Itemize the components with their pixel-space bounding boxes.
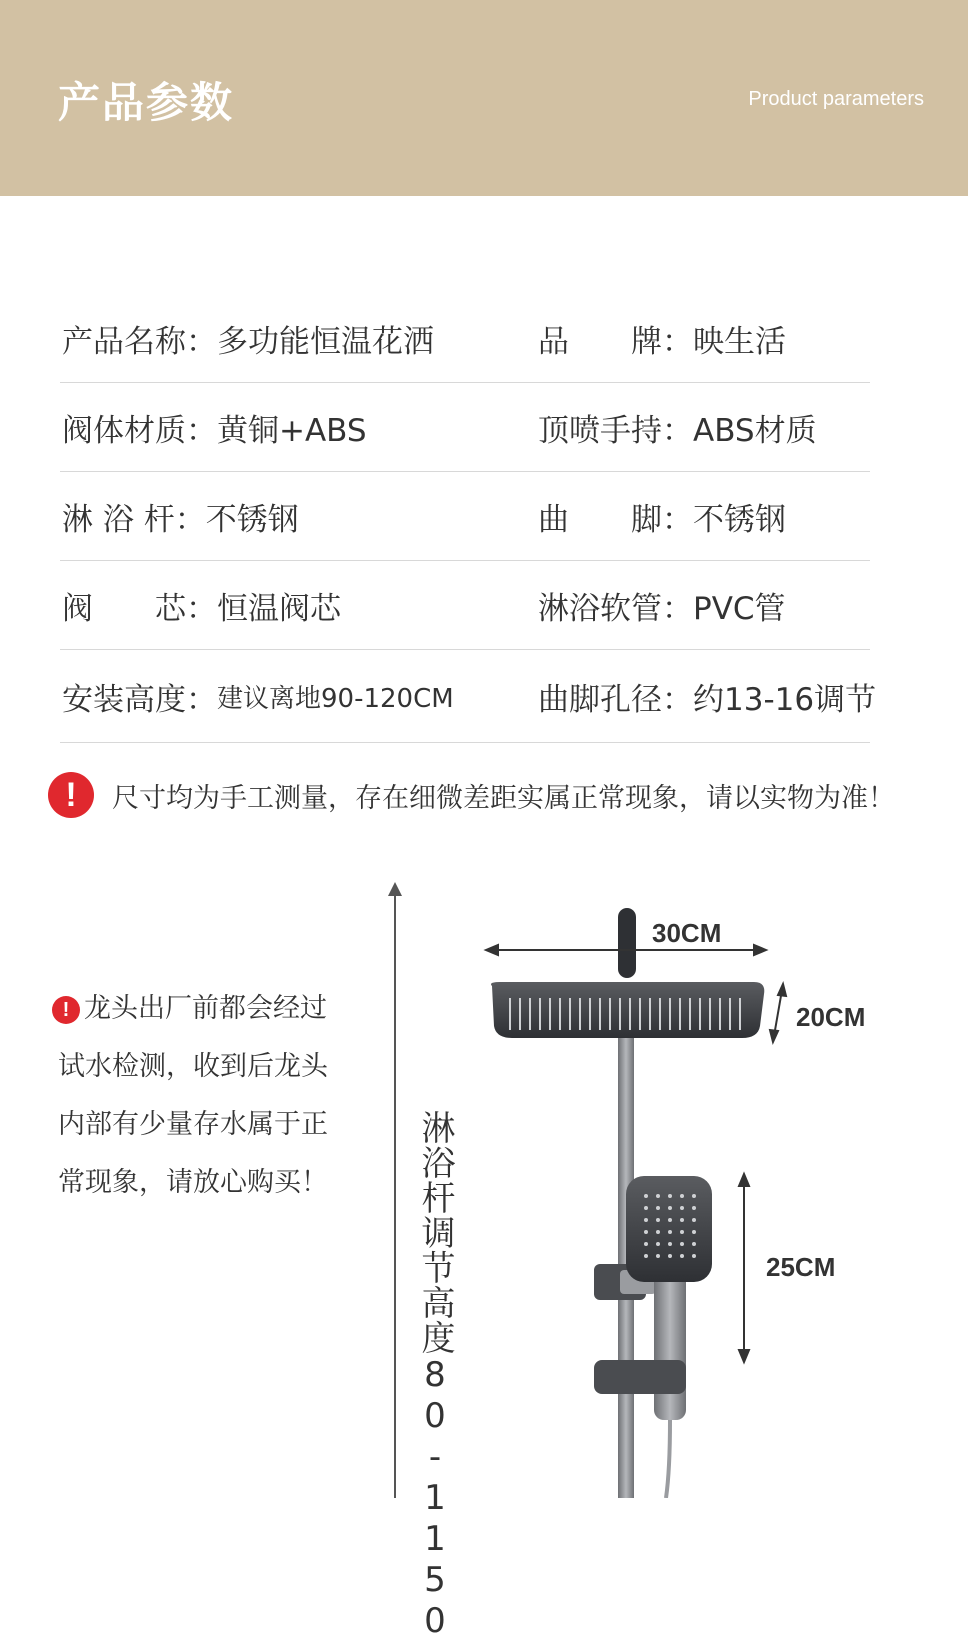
exclamation-icon: !	[48, 772, 94, 818]
params-row	[60, 383, 870, 472]
param-value: 多功能恒温花洒	[217, 323, 434, 360]
param-value: PVC管	[693, 590, 786, 627]
header-banner	[0, 0, 968, 196]
param-label: 淋浴软管：	[538, 590, 693, 627]
param-label: 曲脚孔径：	[538, 681, 693, 718]
page-title: 产品参数	[58, 78, 235, 127]
param-right	[538, 650, 876, 742]
param-left	[62, 650, 454, 742]
param-value: 不锈钢	[693, 501, 786, 538]
handheld-handle	[654, 1270, 686, 1420]
notice-line	[52, 980, 362, 1038]
height-dimension-line	[394, 892, 396, 1498]
param-value: 约13-16调节	[693, 681, 877, 718]
param-label: 产品名称：	[62, 323, 217, 360]
top-arm	[618, 908, 636, 978]
param-value: ABS材质	[693, 412, 817, 449]
param-value: 黄铜+ABS	[217, 412, 367, 449]
params-row	[60, 472, 870, 561]
param-left	[62, 561, 341, 649]
param-label: 阀 芯：	[62, 590, 217, 627]
water-test-notice	[52, 980, 362, 1212]
params-table	[60, 294, 877, 743]
param-label: 淋 浴 杆：	[62, 501, 206, 538]
param-left	[62, 383, 367, 471]
shower-hose	[666, 1420, 670, 1498]
param-left	[62, 472, 299, 560]
params-row	[60, 294, 870, 383]
shower-diagram	[470, 890, 890, 1498]
param-right	[538, 383, 817, 471]
handheld-length-label: 25CM	[766, 1252, 836, 1282]
warning-text: 尺寸均为手工测量，存在细微差距实属正常现象，请以实物为准！	[112, 782, 895, 814]
notice-text: 常现象，请放心购买！	[58, 1167, 328, 1198]
param-label: 安装高度：	[62, 681, 217, 718]
param-value: 建议离地90-120CM	[217, 683, 454, 714]
param-label: 品 牌：	[538, 323, 693, 360]
param-label: 阀体材质：	[62, 412, 217, 449]
params-row	[60, 561, 870, 650]
exclamation-icon: !	[52, 996, 80, 1024]
slider-bracket	[594, 1360, 686, 1394]
notice-text: 试水检测，收到后龙头	[58, 1051, 328, 1082]
measurement-warning	[48, 772, 895, 818]
handheld-shower-head	[626, 1176, 712, 1282]
param-label: 曲 脚：	[538, 501, 693, 538]
param-right	[538, 561, 786, 649]
depth-arrow	[770, 984, 786, 1042]
length-arrow	[739, 1174, 749, 1362]
param-right	[538, 472, 786, 560]
page-subtitle: Product parameters	[748, 88, 924, 110]
top-shower-head	[491, 982, 764, 1038]
param-value: 恒温阀芯	[217, 590, 341, 627]
rod-height-label: 淋浴杆调节高度80-1150	[415, 1110, 455, 1642]
notice-text: 内部有少量存水属于正	[58, 1109, 328, 1140]
param-label: 顶喷手持：	[538, 412, 693, 449]
notice-text: 龙头出厂前都会经过	[84, 993, 327, 1024]
param-left	[62, 294, 434, 382]
top-depth-label: 20CM	[796, 1002, 866, 1032]
param-value: 不锈钢	[205, 501, 299, 538]
params-row	[60, 650, 877, 743]
param-value: 映生活	[693, 323, 786, 360]
param-right	[538, 294, 786, 382]
top-width-label: 30CM	[652, 918, 722, 948]
